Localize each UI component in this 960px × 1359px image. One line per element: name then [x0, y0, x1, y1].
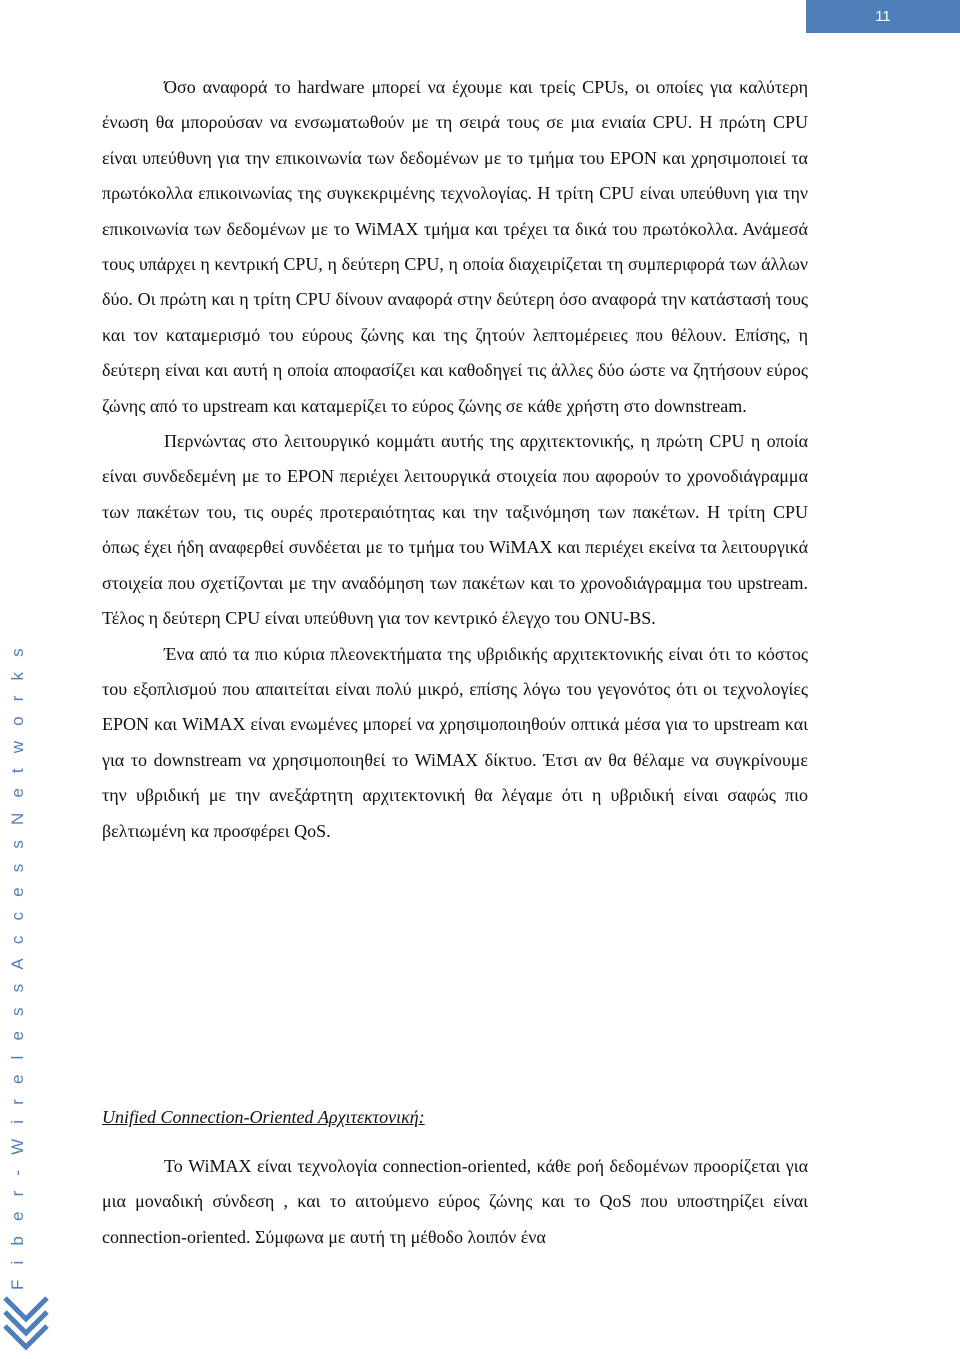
section-heading: Unified Connection-Oriented Αρχιτεκτονική: [102, 1107, 425, 1127]
document-body [102, 70, 808, 1247]
paragraph-hardware-cpus: Όσο αναφορά το hardware μπορεί να έχουμε και τρείς CPUs, οι οποίες για καλύτερη ένωση θα μπορούσαν να ενσωματωθούν με τη σειρά τους σε μια ενιαία CPU. Η πρώτη CPU είναι υπεύθυνη για την επικοινωνία των δεδομένων με το τμήμα του EPON και χρησιμοποιεί τα πρωτόκολλα επικοινωνίας της συγκεκριμένης τεχνολογίας. Η τρίτη CPU είναι υπεύθυνη για την επικοινωνία των δεδομένων με το WiMAX τμήμα και τρέχει τα δικά του πρωτόκολλα. Ανάμεσά τους υπάρχει η κεντρική CPU, η δεύτερη CPU, η οποία διαχειρίζεται τη συμπεριφορά των άλλων δύο. Οι πρώτη και η τρίτη CPU δίνουν αναφορά στην δεύτερη όσο αναφορά την κατάστασή τους και τον καταμερισμό του εύρους ζώνης και της ζητούν λεπτομέρειες που θέλουν. Επίσης, η δεύτερη είναι και αυτή η οποία αποφασίζει και καθοδηγεί τις άλλες δύο ώστε να ζητήσουν εύρος ζώνης από το upstream και καταμερίζει το εύρος ζώνης σε κάθε χρήστη στο downstream. [102, 77, 808, 416]
page-number-text: 11 [875, 8, 891, 25]
paragraph-functional-part: Περνώντας στο λειτουργικό κομμάτι αυτής της αρχιτεκτονικής, η πρώτη CPU η οποία είναι συνδεδεμένη με το EPON περιέχει λειτουργικά στοιχεία που αφορούν το χρονοδιάγραμμα των πακέτων του, τις ουρές προτεραιότητας και την ταξινόμηση των πακέτων. Η τρίτη CPU όπως έχει ήδη αναφερθεί συνδέεται με το τμήμα του WiMAX και περιέχει εκείνα τα λειτουργικά στοιχεία που σχετίζονται με την αναδόμηση των πακέτων και το χρονοδιάγραμμα του upstream. Τέλος η δεύτερη CPU είναι υπεύθυνη για τον κεντρικό έλεγχο του ONU-BS. [102, 431, 808, 629]
page-number [806, 0, 960, 33]
paragraph-connection-oriented: Το WiMAX είναι τεχνολογία connection-oriented, κάθε ροή δεδομένων προορίζεται για μια μοναδική σύνδεση , και το αιτούμενο εύρος ζώνης και το QoS που υποστηρίζει είναι connection-oriented. Σύμφωνα με αυτή τη μέθοδο λοιπόν ένα [102, 1156, 808, 1247]
paragraph-advantages: Ένα από τα πιο κύρια πλεονεκτήματα της υβριδικής αρχιτεκτονικής είναι ότι το κόστος του εξοπλισμού που απαιτείται είναι πολύ μικρό, επίσης λόγω του γεγονότος ότι οι τεχνολογίες EPON και WiMAX είναι ενωμένες μπορεί να χρησιμοποιηθούν οπτικά μέσα για το upstream και για το downstream να χρησιμοποιηθεί το WiMAX δίκτυο. Έτσι αν θα θέλαμε να συγκρίνουμε την υβριδική με την ανεξάρτητη αρχιτεκτονική θα λέγαμε ότι η υβριδική είναι σαφώς πιο βελτιωμένη κα προσφέρει QoS. [102, 643, 808, 841]
sidebar-running-title: F i b e r - W i r e l e s s A c c e s s N e t w o r k s [8, 643, 27, 1290]
chevron-down-icon [0, 1290, 52, 1359]
